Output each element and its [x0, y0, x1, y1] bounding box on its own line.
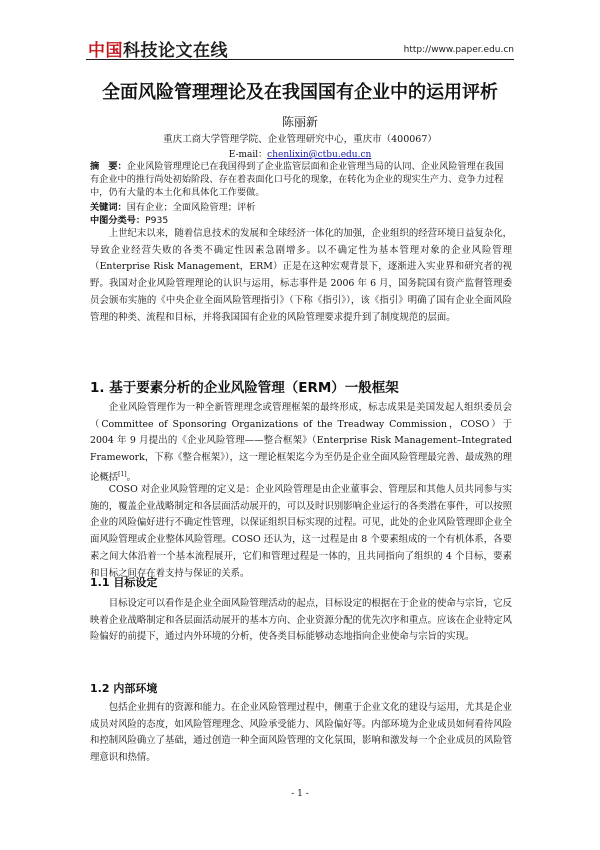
keywords-text: 国有企业；全面风险管理；评析	[126, 202, 256, 213]
keywords	[90, 199, 512, 213]
header-url[interactable]: http://www.paper.edu.cn	[403, 45, 514, 55]
section-1-paragraph-2: COSO 对企业风险管理的定义是：企业风险管理是由企业董事会、管理层和其他人员共同参与实施的，覆盖企业战略制定和各层面活动展开的，可以及时识别影响企业运行的各类潜在事件，可以按照企业的风险偏好进行不确定性管理，以保证组织目标实现的过程。可见，此处的企业风险管理即企业全面风险管理或企业整体风险管理。COSO 还认为，这一过程是由 8 个要素组成的一个有机体系，各要素之间大体沿着一个基本流程展开，它们和管理过程是一体的，且共同指向了组织的 4 个目标，要素和目标之间存在着支持与保证的关系。	[90, 484, 512, 579]
paper-author: 陈丽新	[281, 115, 318, 129]
abstract	[90, 160, 512, 199]
clc-label: 中图分类号：	[90, 215, 146, 226]
section-1-paragraph-1	[90, 400, 512, 487]
journal-logo	[88, 36, 228, 61]
clc-value: P935	[145, 215, 169, 226]
page-number: - 1 -	[291, 789, 309, 799]
email-link[interactable]: chenlixin@ctbu.edu.cn	[267, 150, 372, 160]
citation-ref-1[interactable]: [1]	[118, 470, 127, 478]
abstract-text: 企业风险管理理论已在我国得到了企业监管层面和企业管理当局的认同、企业风险管理在我国有企业中的推行尚处初始阶段、存在着表面化口号化的现象，在转化为企业的现实生产力、竞争力过程中，仍有大量的本土化和具体化工作要做。	[90, 161, 504, 198]
author-email-line	[0, 147, 600, 160]
section-1-p1-end: 。	[126, 471, 137, 483]
logo-part-name: 科技论文在线	[123, 41, 228, 61]
section-1-2-paragraph: 包括企业拥有的资源和能力。在企业风险管理过程中，侧重于企业文化的建设与运用，尤其是企业成员对风险的态度，如风险管理理念、风险承受能力、风险偏好等。内部环境为企业成员如何看待风险和控制风险确立了基础，通过创造一种全面风险管理的文化氛围，影响和激发每一个企业成员的风险管理意识和热情。	[90, 702, 512, 764]
section-1-heading: 1. 基于要素分析的企业风险管理（ERM）一般框架	[90, 380, 399, 396]
header-divider	[86, 59, 514, 60]
section-1-1-paragraph: 目标设定可以看作是企业全面风险管理活动的起点，目标设定的根据在于企业的使命与宗旨，它反映着企业战略制定和各层面活动展开的基本方向、企业资源分配的优先次序和重点。应该在企业特定风险偏好的前提下，通过内外环境的分析，使各类目标能够动态地指向企业使命与宗旨的实现。	[90, 598, 512, 643]
classification-code	[90, 212, 512, 226]
section-1-p1-text: 企业风险管理作为一种全新管理理念或管理框架的最终形成，标志成果是美国发起人组织委员会（Committee of Sponsoring Organizations of the Treadway Commission，COSO）于 2004 年 9 月提出的《企业风险管理——整合框架》（Enterprise Risk Management–Integrated Framework，下称《整合框架》），这一理论框架迄今为至仍是企业全面风险管理最完善、最成熟的理论概括	[90, 402, 512, 483]
paper-title: 全面风险管理理论及在我国国有企业中的运用评析	[102, 82, 498, 103]
section-1-2-heading: 1.2 内部环境	[90, 682, 158, 695]
intro-paragraph: 上世纪末以来，随着信息技术的发展和全球经济一体化的加强，企业组织的经营环境日益复杂化，导致企业经营失败的各类不确定性因素急剧增多。以不确定性为基本管理对象的企业风险管理（Enterprise Risk Management，ERM）正是在这种宏观背景下，逐渐进入实业界和研究者的视野。我国对企业风险管理理论的认识与运用，标志事件是 2006 年 6 月，国务院国有资产监督管理委员会颁布实施的《中央企业全面风险管理指引》（下称《指引》），该《指引》明确了国有企业全面风险管理的种类、流程和目标，并将我国国有企业的风险管理要求提升到了制度规范的层面。	[90, 228, 512, 323]
keywords-label: 关键词：	[90, 202, 127, 213]
email-label: E-mail：	[228, 150, 268, 160]
logo-part-china: 中国	[88, 41, 123, 61]
section-1-1-heading: 1.1 目标设定	[90, 576, 158, 589]
abstract-label: 摘 要：	[90, 161, 127, 172]
author-affiliation: 重庆工商大学管理学院、企业管理研究中心，重庆市（400067）	[163, 134, 437, 145]
